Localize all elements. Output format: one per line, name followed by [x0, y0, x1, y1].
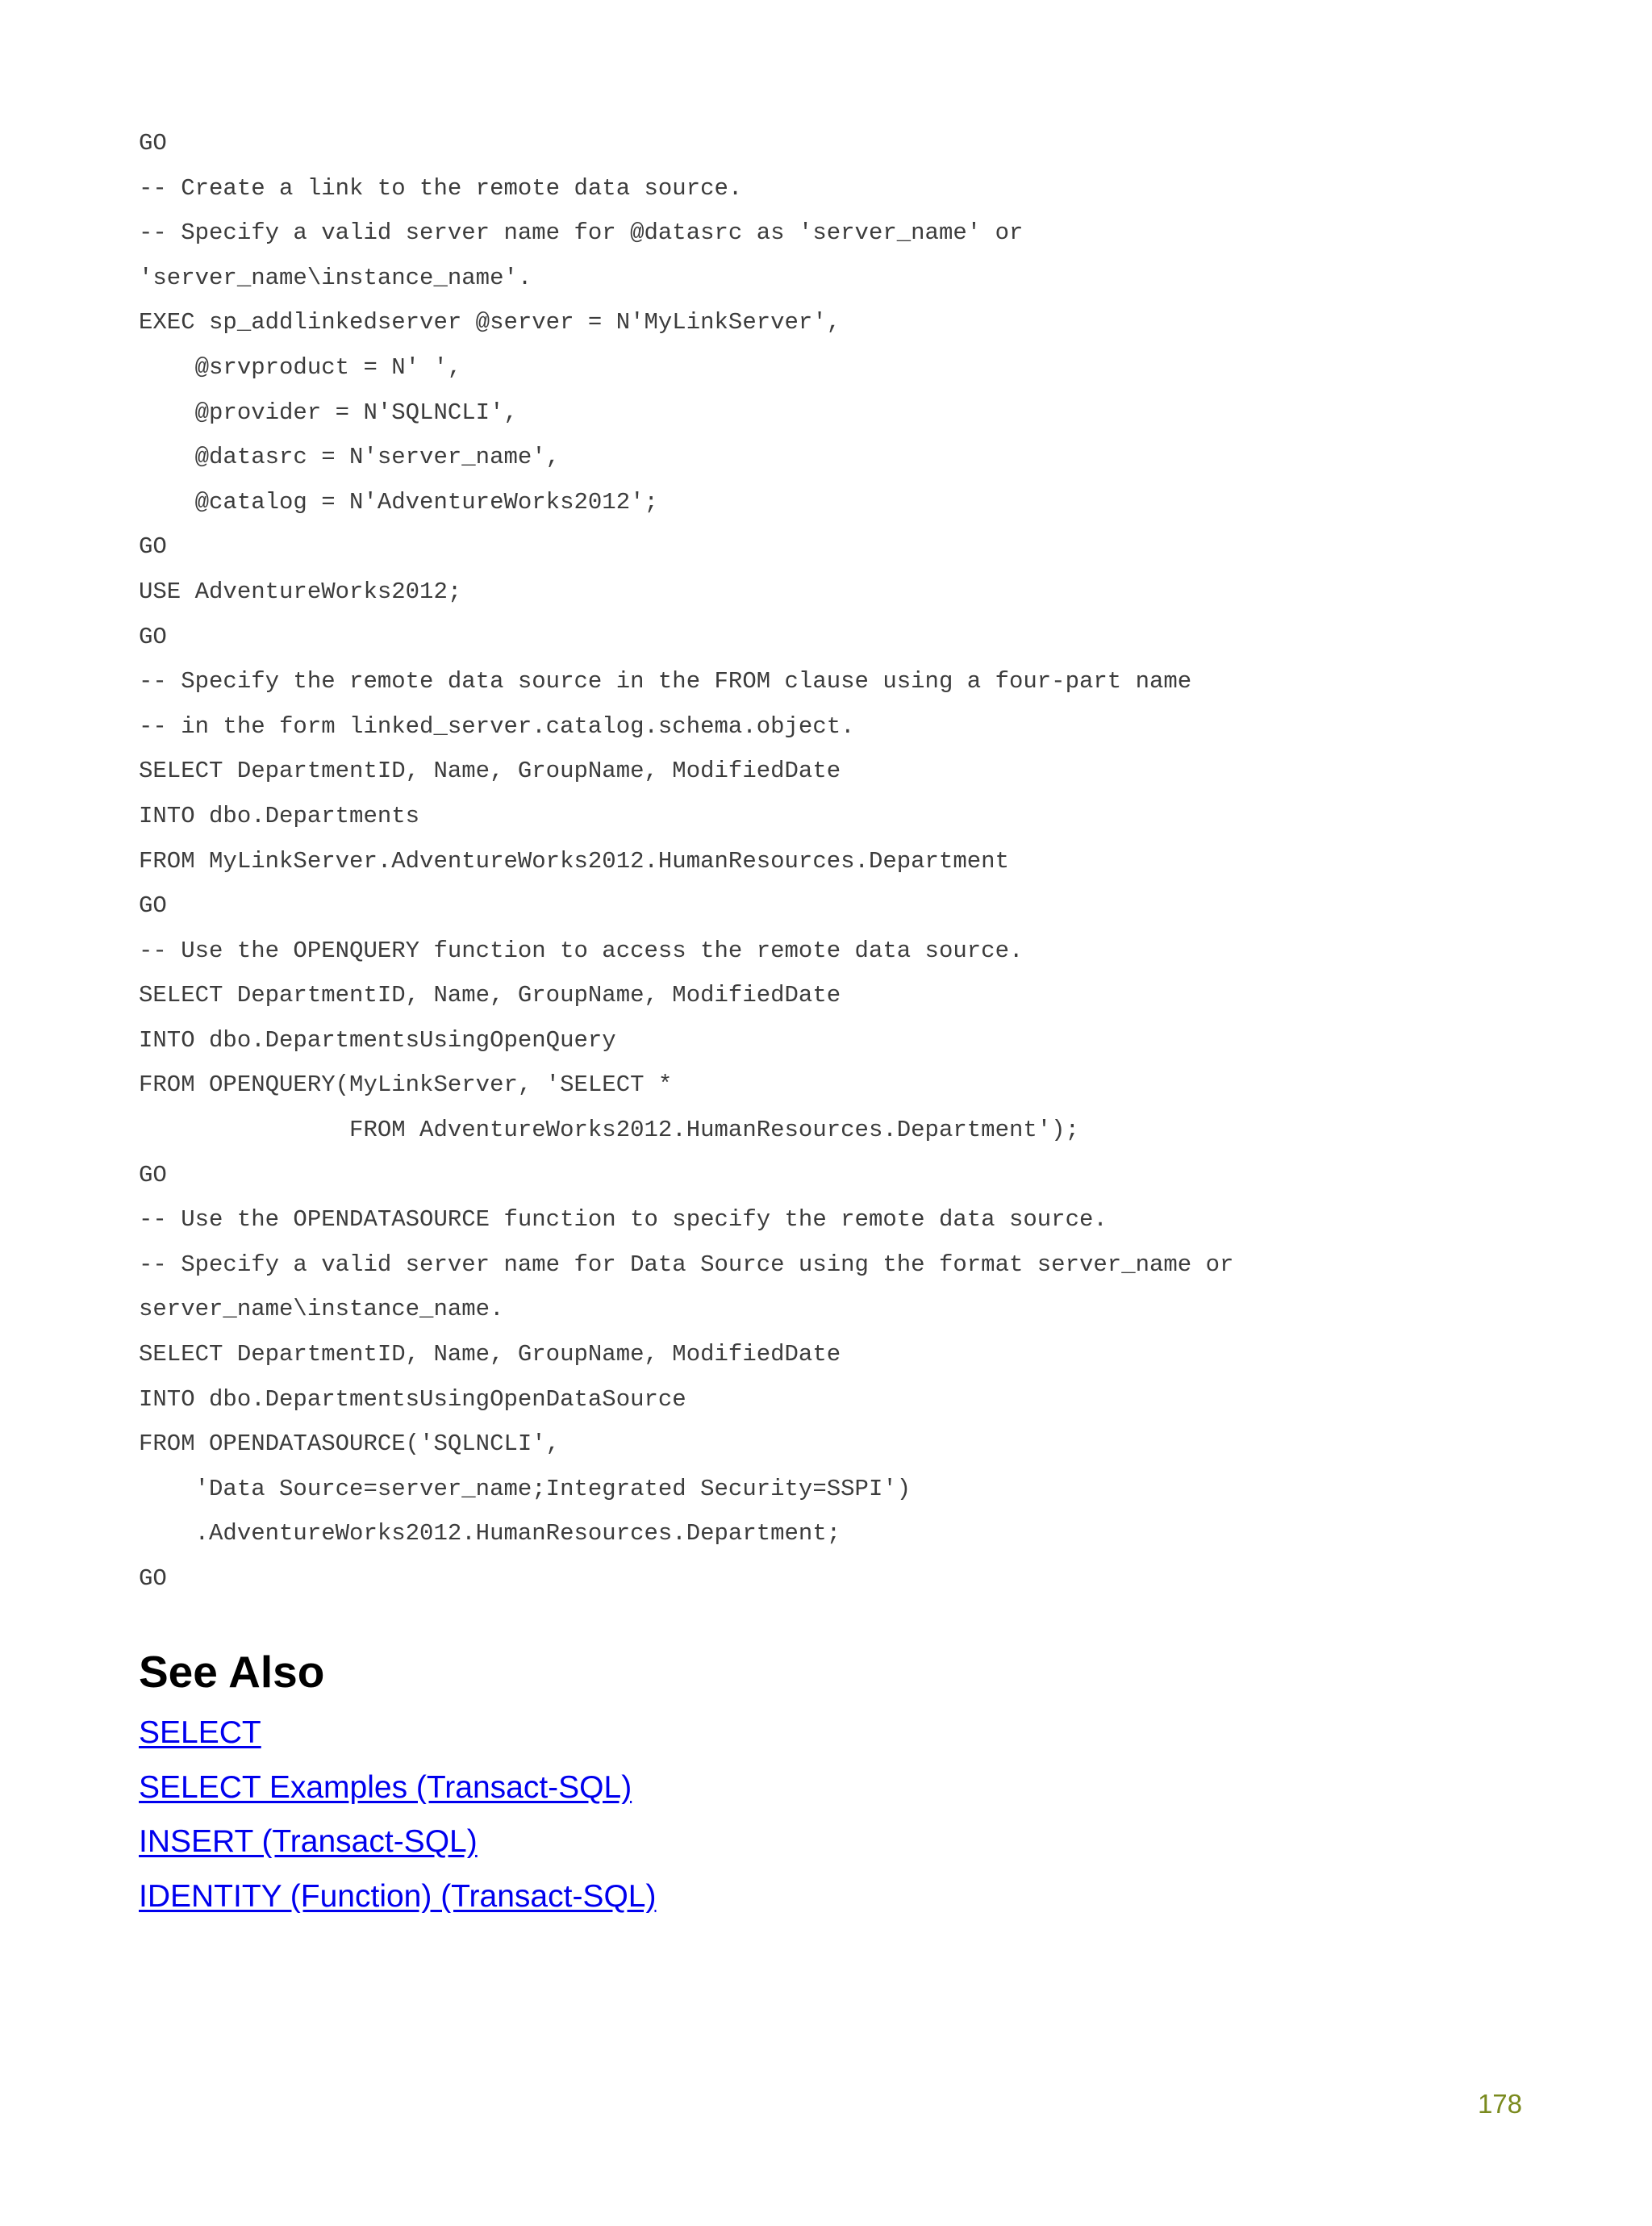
code-line: GO [139, 533, 167, 561]
list-item [139, 1769, 656, 1823]
link-identity-function[interactable]: IDENTITY (Function) (Transact-SQL) [139, 1878, 657, 1914]
code-line: -- Use the OPENDATASOURCE function to specify the remote data source. [139, 1206, 1108, 1234]
code-line: SELECT DepartmentID, Name, GroupName, ModifiedDate [139, 1341, 841, 1368]
code-sample [139, 129, 1607, 1610]
code-line: -- Create a link to the remote data source. [139, 174, 743, 202]
code-line: @srvproduct = N' ', [139, 353, 462, 381]
code-line: -- Use the OPENQUERY function to access the remote data source. [139, 937, 1024, 964]
list-item [139, 1877, 656, 1932]
code-line: USE AdventureWorks2012; [139, 578, 462, 605]
code-line: GO [139, 1565, 167, 1592]
code-line: .AdventureWorks2012.HumanResources.Department; [139, 1520, 841, 1547]
code-line: -- in the form linked_server.catalog.schema.object. [139, 712, 855, 740]
code-line: GO [139, 1161, 167, 1188]
code-line: FROM OPENQUERY(MyLinkServer, 'SELECT * [139, 1071, 673, 1099]
code-line: EXEC sp_addlinkedserver @server = N'MyLinkServer', [139, 309, 841, 336]
see-also-links [139, 1714, 656, 1932]
code-line: @provider = N'SQLNCLI', [139, 399, 518, 426]
code-line: -- Specify a valid server name for Data Source using the format server_name or [139, 1251, 1234, 1278]
list-item [139, 1823, 656, 1877]
code-line: FROM OPENDATASOURCE('SQLNCLI', [139, 1430, 561, 1458]
code-line: FROM AdventureWorks2012.HumanResources.Department'); [139, 1117, 1079, 1144]
code-line: -- Specify the remote data source in the FROM clause using a four-part name [139, 668, 1192, 695]
code-line: SELECT DepartmentID, Name, GroupName, ModifiedDate [139, 982, 841, 1009]
page-number: 178 [1477, 2089, 1522, 2119]
code-line: server_name\instance_name. [139, 1296, 504, 1323]
code-line: GO [139, 130, 167, 157]
code-line: 'server_name\instance_name'. [139, 264, 532, 291]
link-select[interactable]: SELECT [139, 1715, 261, 1750]
code-line: GO [139, 892, 167, 920]
see-also-heading: See Also [139, 1647, 325, 1697]
link-select-examples[interactable]: SELECT Examples (Transact-SQL) [139, 1769, 632, 1805]
code-line: SELECT DepartmentID, Name, GroupName, ModifiedDate [139, 758, 841, 785]
code-line: @datasrc = N'server_name', [139, 444, 561, 471]
code-line: INTO dbo.Departments [139, 802, 420, 829]
code-line: INTO dbo.DepartmentsUsingOpenDataSource [139, 1385, 686, 1413]
list-item [139, 1714, 656, 1769]
code-line: @catalog = N'AdventureWorks2012'; [139, 488, 658, 516]
code-line: -- Specify a valid server name for @datasrc as 'server_name' or [139, 219, 1024, 247]
link-insert[interactable]: INSERT (Transact-SQL) [139, 1824, 478, 1859]
code-line: GO [139, 623, 167, 650]
code-line: 'Data Source=server_name;Integrated Security=SSPI') [139, 1475, 912, 1502]
code-line: INTO dbo.DepartmentsUsingOpenQuery [139, 1026, 616, 1054]
code-line: FROM MyLinkServer.AdventureWorks2012.HumanResources.Department [139, 847, 1009, 875]
